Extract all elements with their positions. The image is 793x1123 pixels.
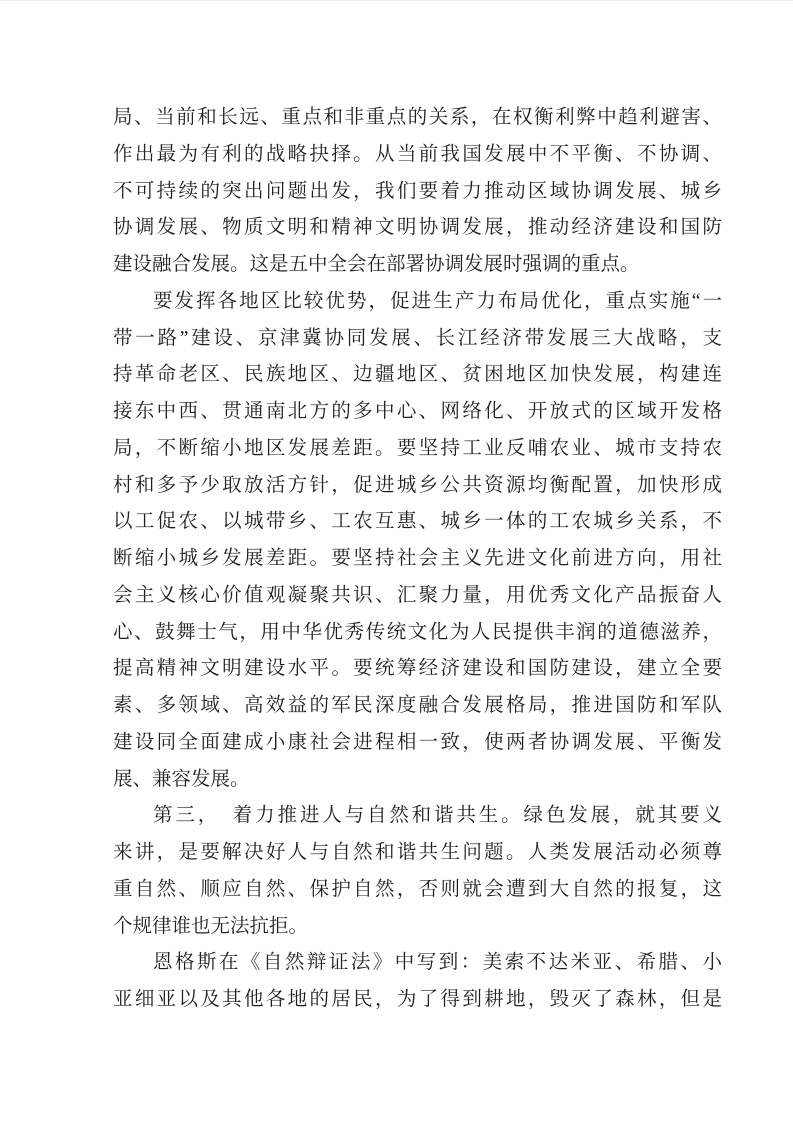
- paragraph: [113, 798, 722, 945]
- text-line: 第三， 着力推进人与自然和谐共生。绿色发展，就其要义: [153, 805, 722, 827]
- text-line: 村和多予少取放活方针，促进城乡公共资源均衡配置，加快形成: [113, 474, 722, 496]
- text-line: 恩格斯在《自然辩证法》中写到：美索不达米亚、希腊、小: [153, 952, 722, 974]
- text-line: 来讲，是要解决好人与自然和谐共生问题。人类发展活动必须尊: [113, 842, 722, 863]
- paragraph: [113, 284, 722, 799]
- paragraph: [113, 945, 722, 1019]
- text-line: 素、多领域、高效益的军民深度融合发展格局，推进国防和军队: [113, 695, 722, 716]
- text-line: 会主义核心价值观凝聚共识、汇聚力量，用优秀文化产品振奋人: [113, 584, 722, 606]
- text-line: 不可持续的突出问题出发，我们要着力推动区域协调发展、城乡: [113, 180, 722, 202]
- text-line: 心、鼓舞士气，用中华优秀传统文化为人民提供丰润的道德滋养，: [113, 621, 722, 643]
- text-line: 建设同全面建成小康社会进程相一致，使两者协调发展、平衡发: [113, 731, 722, 753]
- text-line: 以工促农、以城带乡、工农互惠、城乡一体的工农城乡关系，不: [113, 511, 722, 533]
- text-line: 建设融合发展。这是五中全会在部署协调发展时强调的重点。: [113, 254, 640, 275]
- text-line: 重自然、顺应自然、保护自然，否则就会遭到大自然的报复，这: [113, 878, 722, 900]
- text-line: 提高精神文明建设水平。要统筹经济建设和国防建设，建立全要: [113, 658, 722, 680]
- paragraph: [113, 100, 722, 284]
- text-line: 要发挥各地区比较优势，促进生产力布局优化，重点实施“一: [153, 290, 722, 312]
- text-line: 断缩小城乡发展差距。要坚持社会主义先进文化前进方向，用社: [113, 548, 722, 569]
- text-line: 展、兼容发展。: [113, 768, 250, 790]
- text-line: 接东中西、贯通南北方的多中心、网络化、开放式的区域开发格: [113, 401, 722, 422]
- text-line: 局、当前和长远、重点和非重点的关系，在权衡利弊中趋利避害、: [113, 107, 722, 128]
- text-line: 局，不断缩小地区发展差距。要坚持工业反哺农业、城市支持农: [113, 437, 722, 459]
- text-line: 作出最为有利的战略抉择。从当前我国发展中不平衡、不协调、: [113, 143, 722, 165]
- document-body: [113, 100, 722, 1019]
- text-line: 亚细亚以及其他各地的居民，为了得到耕地，毁灭了森林，但是: [113, 989, 722, 1010]
- text-line: 带一路”建设、京津冀协同发展、长江经济带发展三大战略，支: [113, 327, 722, 349]
- text-line: 协调发展、物质文明和精神文明协调发展，推动经济建设和国防: [113, 217, 722, 239]
- text-line: 个规律谁也无法抗拒。: [113, 915, 309, 937]
- text-line: 持革命老区、民族地区、边疆地区、贫困地区加快发展，构建连: [113, 364, 722, 386]
